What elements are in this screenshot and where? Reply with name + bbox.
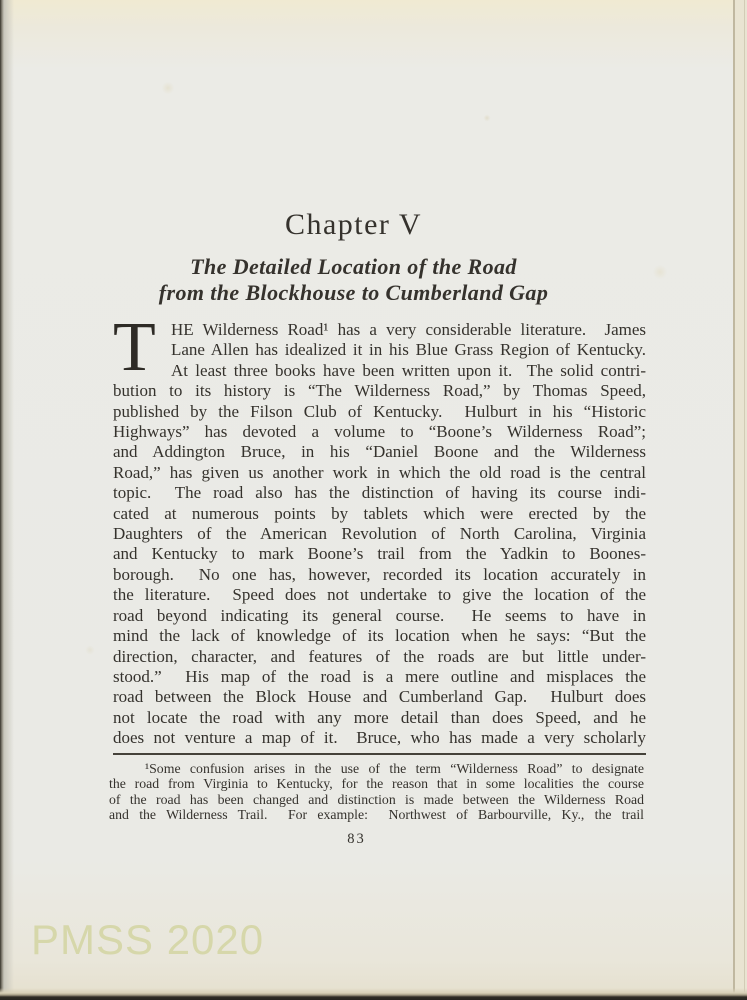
body-line: Road,” has given us another work in which the old road is the central — [113, 462, 646, 482]
body-line: not locate the road with any more detail than does Speed, and he — [113, 707, 646, 727]
footnote — [109, 761, 644, 823]
body-line: bution to its history is “The Wilderness Road,” by Thomas Speed, — [113, 381, 646, 401]
body-line: and Addington Bruce, in his “Daniel Boone and the Wilderness — [113, 442, 646, 462]
drop-cap: T — [113, 309, 156, 386]
scan-left-edge — [0, 0, 14, 1000]
body-line: does not venture a map of it. Bruce, who has made a very scholarly — [113, 728, 646, 748]
page-number: 83 — [347, 830, 366, 847]
body-line: Highways” has devoted a volume to “Boone’s Wilderness Road”; — [113, 422, 646, 442]
body-line: road between the Block House and Cumberland Gap. Hulburt does — [113, 687, 646, 707]
page-right-edge-line — [744, 0, 745, 1000]
scan-bottom-edge — [0, 988, 747, 1000]
body-line: and Kentucky to mark Boone’s trail from the Yadkin to Boones- — [113, 544, 646, 564]
footnote-line: of the road has been changed and distinction is made between the Wilderness Road — [109, 791, 644, 807]
body-line: borough. No one has, however, recorded its location accurately in — [113, 564, 646, 584]
chapter-subtitle-line-2: from the Blockhouse to Cumberland Gap — [158, 280, 549, 305]
body-line: topic. The road also has the distinction of having its course indi- — [113, 483, 646, 503]
body-line: Lane Allen has idealized it in his Blue Grass Region of Kentucky. — [171, 340, 646, 360]
body-paragraph — [113, 309, 646, 749]
body-line: HE Wilderness Road¹ has a very considerable literature. James — [171, 320, 646, 339]
body-line: published by the Filson Club of Kentucky. Hulburt in his “Historic — [113, 401, 646, 421]
footnote-line: the road from Virginia to Kentucky, for the reason that in some localities the course — [109, 776, 644, 792]
body-line: cated at numerous points by tablets which were erected by the — [113, 503, 646, 523]
chapter-subtitle-line-1: The Detailed Location of the Road — [190, 254, 517, 279]
body-line: direction, character, and features of the roads are but little under- — [113, 646, 646, 666]
footnote-line: ¹Some confusion arises in the use of the term “Wilderness Road” to designate — [145, 760, 644, 776]
watermark: PMSS 2020 — [31, 916, 265, 963]
footnote-line: and the Wilderness Trail. For example: Northwest of Barbourville, Ky., the trail — [109, 807, 644, 823]
body-line: the literature. Speed does not undertake to give the location of the — [113, 585, 646, 605]
body-line: mind the lack of knowledge of its location when he says: “But the — [113, 626, 646, 646]
chapter-subtitle — [87, 254, 620, 306]
chapter-title: Chapter V — [284, 208, 423, 241]
text-block — [109, 208, 646, 848]
body-line: road beyond indicating its general course. He seems to have in — [113, 605, 646, 625]
body-line: Daughters of the American Revolution of North Carolina, Virginia — [113, 524, 646, 544]
body-line: At least three books have been written upon it. The solid contri- — [171, 360, 646, 380]
footnote-divider — [113, 753, 646, 755]
body-line: stood.” His map of the road is a mere outline and misplaces the — [113, 666, 646, 686]
